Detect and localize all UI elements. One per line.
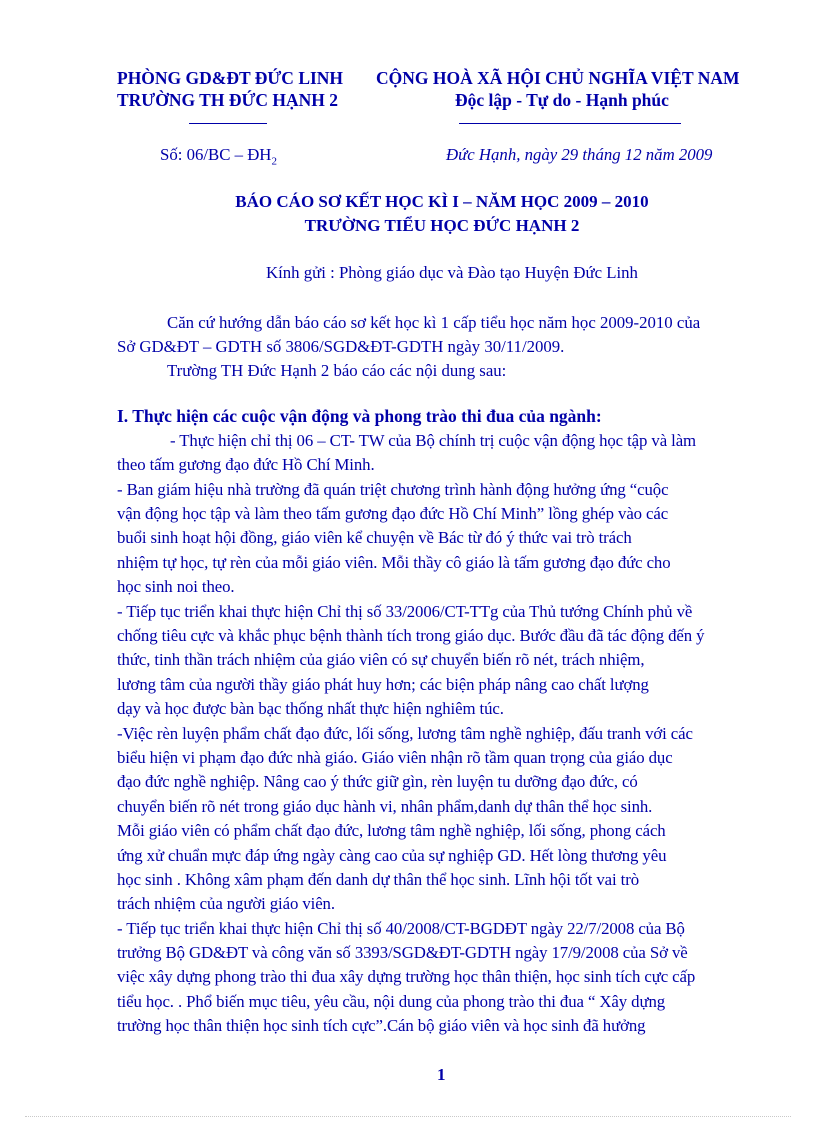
report-title: BÁO CÁO SƠ KẾT HỌC KÌ I – NĂM HỌC 2009 – 2010 — [235, 192, 649, 211]
page-number: 1 — [437, 1065, 446, 1084]
body-line: - Tiếp tục triển khai thực hiện Chỉ thị số 33/2006/CT-TTg của Thủ tướng Chính phủ về — [117, 602, 693, 621]
body-line: Mỗi giáo viên có phẩm chất đạo đức, lương tâm nghề nghiệp, lối sống, phong cách — [117, 821, 666, 840]
body-line: - Ban giám hiệu nhà trường đã quán triệt chương trình hành động hưởng ứng “cuộc — [117, 480, 669, 499]
body-line: chống tiêu cực và khắc phục bệnh thành tích trong giáo dục. Bước đầu đã tác động đến ý — [117, 626, 705, 645]
section-heading: I. Thực hiện các cuộc vận động và phong trào thi đua của ngành: — [117, 406, 602, 426]
body-line: theo tấm gương đạo đức Hồ Chí Minh. — [117, 455, 375, 474]
body-line: việc xây dựng phong trào thi đua xây dựng trường học thân thiện, học sinh tích cực cấp — [117, 967, 696, 986]
body-line: trường học thân thiện học sinh tích cực”.Cán bộ giáo viên và học sinh đã hưởng — [117, 1016, 646, 1035]
body-line: học sinh . Không xâm phạm đến danh dự thân thể học sinh. Lĩnh hội tốt vai trò — [117, 870, 639, 889]
body-line: - Thực hiện chỉ thị 06 – CT- TW của Bộ chính trị cuộc vận động học tập và làm — [170, 431, 697, 450]
intro-line: Trường TH Đức Hạnh 2 báo cáo các nội dung sau: — [167, 361, 507, 380]
school-name: TRƯỜNG TH ĐỨC HẠNH 2 — [117, 90, 339, 110]
body-line: chuyển biến rõ nét trong giáo dục hành vi, nhân phẩm,danh dự thân thể học sinh. — [117, 797, 653, 816]
body-line: -Việc rèn luyện phẩm chất đạo đức, lối sống, lương tâm nghề nghiệp, đấu tranh với các — [117, 724, 693, 743]
national-title: CỘNG HOÀ XÃ HỘI CHỦ NGHĨA VIỆT NAM — [376, 68, 740, 88]
body-line: đạo đức nghề nghiệp. Nâng cao ý thức giữ gìn, rèn luyện tu dưỡng đạo đức, có — [117, 772, 638, 791]
page-bottom-edge — [25, 1116, 791, 1117]
document-number: Số: $06/BC - ĐH_2$ — [160, 145, 277, 168]
body-line: lương tâm của người thầy giáo phát huy hơn; các biện pháp nâng cao chất lượng — [117, 675, 649, 694]
body-line: - Tiếp tục triển khai thực hiện Chỉ thị số 40/2008/CT-BGDĐT ngày 22/7/2008 của Bộ — [117, 919, 685, 938]
header-right-underline — [459, 123, 681, 124]
body-line: biểu hiện vi phạm đạo đức nhà giáo. Giáo viên nhận rõ tầm quan trọng của giáo dục — [117, 748, 673, 767]
body-line: học sinh noi theo. — [117, 577, 235, 596]
place-and-date: Đức Hạnh, ngày 29 tháng 12 năm 2009 — [446, 145, 713, 164]
intro-line: Sở GD&ĐT – GDTH số 3806/SGD&ĐT-GDTH ngày 30/11/2009. — [117, 337, 565, 356]
header-left-underline — [189, 123, 267, 124]
body-line: thức, tinh thần trách nhiệm của giáo viên có sự chuyển biến rõ nét, trách nhiệm, — [117, 650, 645, 669]
body-line: trưởng Bộ GD&ĐT và công văn số 3393/SGD&ĐT-GDTH ngày 17/9/2008 của Sở về — [117, 943, 688, 962]
body-line: dạy và học được bàn bạc thống nhất thực hiện nghiêm túc. — [117, 699, 504, 718]
intro-line: Căn cứ hướng dẫn báo cáo sơ kết học kì 1 cấp tiểu học năm học 2009-2010 của — [167, 313, 701, 332]
body-line: buổi sinh hoạt hội đồng, giáo viên kể chuyện về Bác từ đó ý thức vai trò trách — [117, 528, 632, 547]
body-line: trách nhiệm của người giáo viên. — [117, 894, 335, 913]
recipient: Kính gửi : Phòng giáo dục và Đào tạo Huyện Đức Linh — [266, 263, 638, 282]
department-name: PHÒNG GD&ĐT ĐỨC LINH — [117, 68, 344, 88]
body-line: nhiệm tự học, tự rèn của mỗi giáo viên. Mỗi thầy cô giáo là tấm gương đạo đức cho — [117, 553, 671, 572]
body-line: vận động học tập và làm theo tấm gương đạo đức Hồ Chí Minh” lồng ghép vào các — [117, 504, 669, 523]
national-motto: Độc lập - Tự do - Hạnh phúc — [455, 90, 669, 110]
body-line: ứng xử chuẩn mực đáp ứng ngày càng cao của sự nghiệp GD. Hết lòng thương yêu — [117, 846, 667, 865]
body-line: tiểu học. . Phổ biến mục tiêu, yêu cầu, nội dung của phong trào thi đua “ Xây dựng — [117, 992, 666, 1011]
report-subtitle: TRƯỜNG TIỂU HỌC ĐỨC HẠNH 2 — [304, 216, 580, 235]
